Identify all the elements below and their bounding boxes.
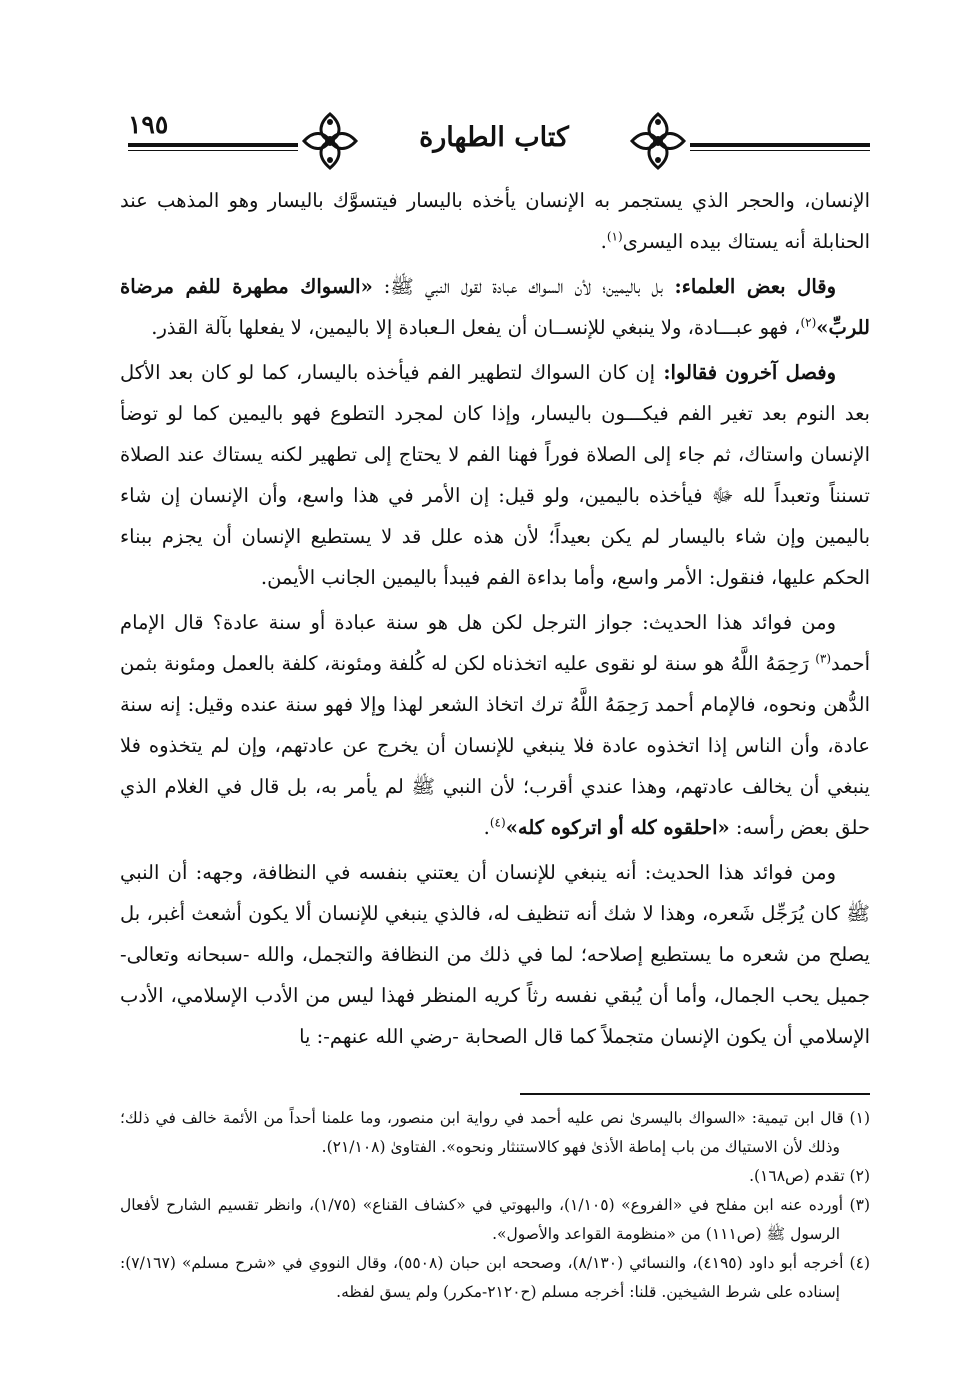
ornament-icon-right	[628, 110, 688, 172]
paragraph	[120, 180, 870, 262]
paragraph	[120, 352, 870, 598]
header-rule-right	[690, 143, 870, 147]
footnote-separator	[520, 1093, 870, 1095]
footnote-marker: (٣)	[815, 651, 832, 666]
header-rule-left-thin	[128, 150, 298, 151]
text-run: الإنسان، والحجر الذي يستجمر به الإنسان يأخذه باليسار فيتسوَّك باليسار وهو المذهب عند الحنابلة أنه يستاك بيده اليسرى	[120, 189, 870, 253]
paragraph	[120, 266, 870, 348]
bold-text: «احلقوه كله أو اتركوه كله»	[505, 816, 730, 839]
footnote-marker: (١)	[606, 229, 623, 244]
footnote-item: (٣) أورده عنه ابن مفلح في «الفروع» (١/١٠٥)، والبهوتي في «كشاف القناع» (١/٧٥)، وانظر تقسيم الشارح لأفعال الرسول ﷺ (ص١١١) من «منظومة القواعد والأصول».	[120, 1196, 870, 1243]
footnote-item: (١) قال ابن تيمية: «السواك باليسرىٰ نص عليه أحمد في رواية ابن منصور، وما علمنا أحداً من الأئمة خالف في ذلك؛ وذلك لأن الاستياك من باب إماطة الأذىٰ فهو كالاستنثار ونحوه». الفتاوىٰ (٢١/١٠٨).	[120, 1109, 870, 1156]
header-rule-left	[128, 143, 298, 147]
text-run: ومن فوائد هذا الحديث: جواز الترجل لكن هل هو سنة عبادة أو سنة عادة؟ قال الإمام أحمد	[120, 611, 870, 675]
footnote-marker: (٢)	[800, 315, 817, 330]
running-header	[0, 108, 978, 174]
text-run: ، فهو عبـــادة، ولا ينبغي للإنســان أن يفعل الـعبادة إلا باليمين، لا يفعلها بآلة القذر.	[151, 316, 801, 339]
text-run: بل باليمين؛ لأن السواك عبادة لقول النبي ﷺ:	[372, 275, 663, 298]
text-run: .	[483, 816, 490, 839]
bold-text: «السواك مطهرة للفم مرضاة للربِّ»	[120, 275, 870, 339]
footnote-item: (٢) تقدم (ص١٦٨).	[749, 1167, 870, 1185]
bold-text: وفصل آخرون فقالوا:	[655, 361, 836, 384]
bold-text: وقال بعض العلماء:	[662, 275, 837, 298]
page-number: ١٩٥	[128, 110, 169, 139]
footnote-item: (٤) أخرجه أبو داود (٤١٩٥)، والنسائي (٨/١٣٠)، وصححه ابن حبان (٥٥٠٨)، وقال النووي في «شرح مسلم» (٧/١٦٧): إسناده على شرط الشيخين. قلنا: أخرجه مسلم (ح٢١٢٠-مكرر) ولم يسق لفظه.	[120, 1254, 870, 1301]
text-run: إن كان السواك لتطهير الفم فيأخذه باليسار، كما لو كان بعد الأكل بعد النوم بعد تغير الفم فيكـــون باليسار، وإذا كان لمجرد التطوع فهو باليمين كما لو توضأ الإنسان واستاك، ثم جاء إلى الصلاة فوراً فهنا الفم لا يحتاج إلى تطهير لكنه يستاك عند الصلاة تسنناً وتعبداً لله ﷻ فيأخذه باليمين، ولو قيل: إن الأمر في هذا واسع، وأن الإنسان إن شاء باليمين وإن شاء باليسار لم يكن بعيداً؛ لأن هذه علل قد لا يستطيع الإنسان أن يجزم ببناء الحكم عليها، فنقول: الأمر واسع، وأما بداءة الفم فيبدأ باليمين الجانب الأيمن.	[120, 361, 870, 589]
chapter-title: كتاب الطهارة	[419, 122, 569, 153]
text-run: .	[600, 230, 607, 253]
header-rule-right-thin	[690, 150, 870, 151]
footnotes	[120, 1104, 870, 1307]
text-run: رَحِمَهُ اللَّهُ هو سنة لو نقوى عليه اتخذناه لكن له كُلفة ومئونة، كلفة بالعمل ومئونة بثمن الدُّهن ونحوه، فالإمام أحمد رَحِمَهُ اللَّهُ ترك اتخاذ الشعر لهذا وإلا فهو سنة عنده وقيل: إنه سنة عادة، وأن الناس إذا اتخذوه عادة فلا ينبغي للإنسان أن يخرج عن عادتهم، وإن لم يتخذوه فلا ينبغي أن يخالف عادتهم، وهذا عندي أقرب؛ لأن النبي ﷺ لم يأمر به، بل قال في الغلام الذي حلق بعض رأسه:	[120, 652, 870, 839]
paragraph	[120, 852, 870, 1057]
body-text	[120, 180, 870, 1061]
paragraph	[120, 602, 870, 848]
ornament-icon-left	[300, 110, 360, 172]
text-run: ومن فوائد هذا الحديث: أنه ينبغي للإنسان أن يعتني بنفسه في النظافة، وجهه: أن النبي ﷺ كان يُرَجِّل شَعره، وهذا لا شك أنه تنظيف له، فالذي ينبغي للإنسان ألا يكون أشعث أغبر، بل يصلح من شعره ما يستطيع إصلاحه؛ لما في ذلك من النظافة والتجمل، والله -سبحانه وتعالى- جميل يحب الجمال، وأما أن يُبقي نفسه رثاً كريه المنظر فهذا ليس من الأدب الإسلامي، الأدب الإسلامي أن يكون الإنسان متجملاً كما قال الصحابة -رضي الله عنهم-: يا	[120, 861, 870, 1048]
footnote-marker: (٤)	[489, 815, 506, 830]
